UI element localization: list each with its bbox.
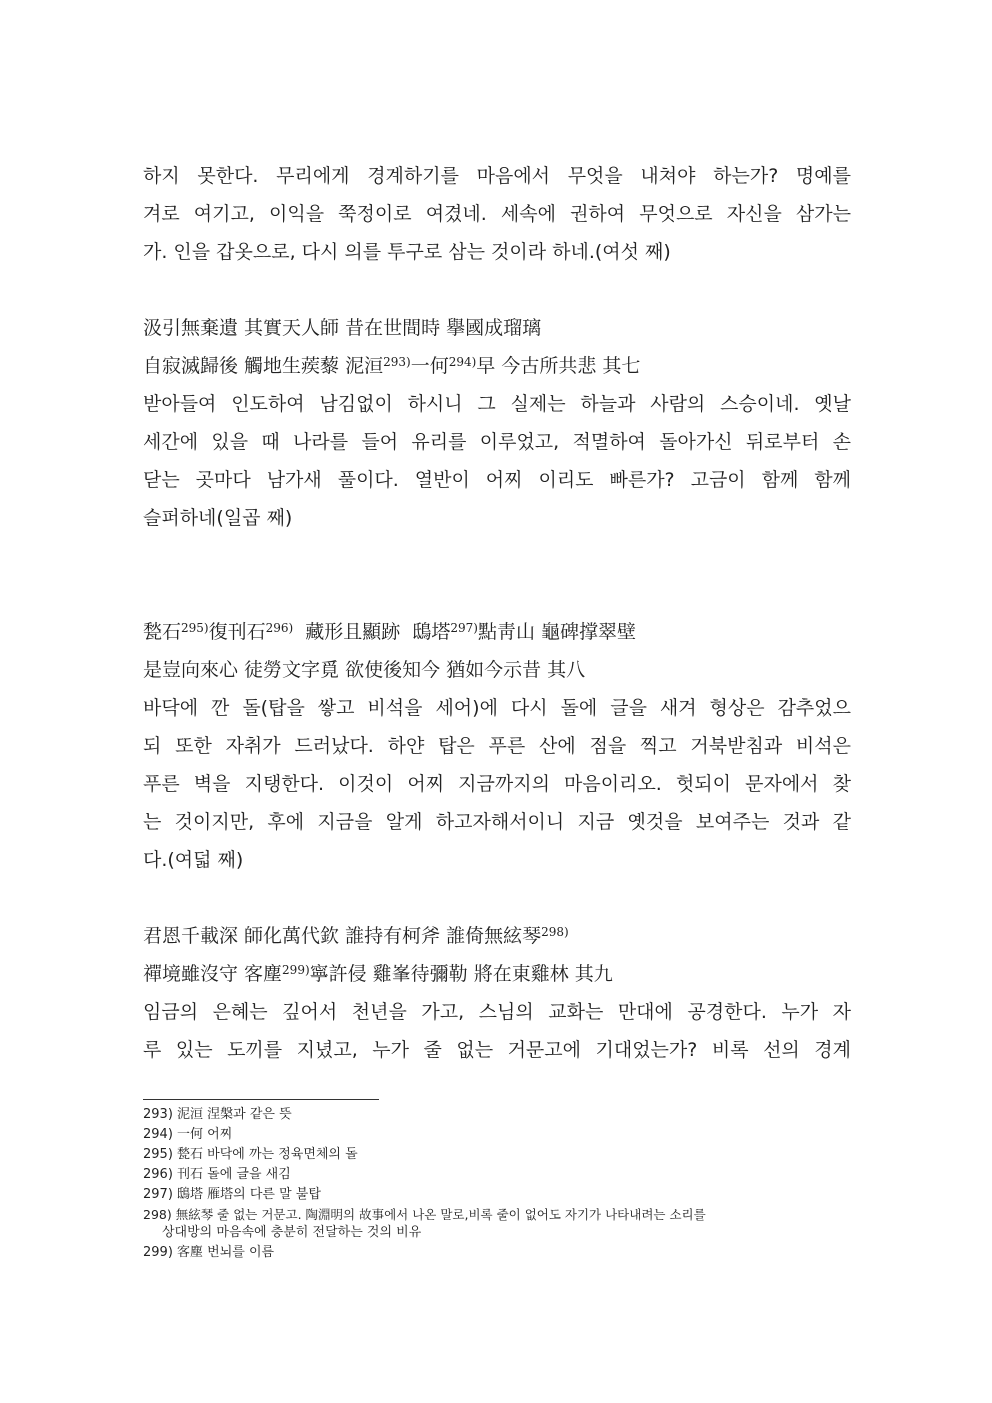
trans8-line-2: 되 또한 자취가 드러났다. 하얀 탑은 푸른 산에 점을 찍고 거북받침과 비석은 xyxy=(143,735,851,757)
verse9-line2-text-b: 寧許侵 雞峯待彌勒 將在東雞林 其九 xyxy=(309,963,613,985)
trans8-line-4: 는 것이지만, 후에 지금을 알게 하고자해서이니 지금 옛것을 보여주는 것과 같 xyxy=(143,811,851,833)
verse7-line2-text-c: 早 今古所共悲 其七 xyxy=(476,355,641,377)
footnote-separator xyxy=(143,1099,379,1100)
footnote-ref-293: 293) xyxy=(383,355,411,369)
footnote-299: 299) 客塵 번뇌를 이름 xyxy=(143,1245,275,1260)
footnote-298-continued: 상대방의 마음속에 충분히 전달하는 것의 비유 xyxy=(162,1225,422,1240)
footnote-ref-294: 294) xyxy=(448,355,477,369)
verse7-line2-text-a: 自寂滅歸後 觸地生蒺藜 泥洹 xyxy=(143,355,384,377)
trans9-line-1: 임금의 은혜는 깊어서 천년을 가고, 스님의 교화는 만대에 공경한다. 누가 자 xyxy=(143,1001,851,1023)
verse8-line-1 xyxy=(143,620,636,644)
trans8-line-5: 다.(여덟 째) xyxy=(143,849,244,871)
verse8-line1-text-d: 點靑山 龜碑撑翠壁 xyxy=(477,621,637,643)
trans9-line-2: 루 있는 도끼를 지녔고, 누가 줄 없는 거문고에 기대었는가? 비록 선의 경계 xyxy=(143,1039,851,1061)
verse7-line-2 xyxy=(143,354,640,378)
verse8-line1-text-c: 藏形且顯跡 鴟塔 xyxy=(293,621,451,643)
trans7-line-1: 받아들여 인도하여 남김없이 하시니 그 실제는 하늘과 사람의 스승이네. 옛날 xyxy=(143,393,851,415)
verse9-line-2 xyxy=(143,962,613,986)
trans6-line-3: 가. 인을 갑옷으로, 다시 의를 투구로 삼는 것이라 하네.(여섯 째) xyxy=(143,241,671,263)
footnote-ref-299: 299) xyxy=(282,963,310,977)
verse9-line1-text-a: 君恩千載深 師化萬代欽 誰持有柯斧 誰倚無絃琴 xyxy=(143,925,542,947)
trans7-line-2: 세간에 있을 때 나라를 들어 유리를 이루었고, 적멸하여 돌아가신 뒤로부터 손 xyxy=(143,431,851,453)
footnote-296: 296) 刊石 돌에 글을 새김 xyxy=(143,1167,291,1182)
trans6-line-2: 겨로 여기고, 이익을 쭉정이로 여겼네. 세속에 권하여 무엇으로 자신을 삼가는 xyxy=(143,203,851,225)
verse8-line1-text-a: 甃石 xyxy=(143,621,182,643)
trans7-line-3: 닫는 곳마다 남가새 풀이다. 열반이 어찌 이리도 빠른가? 고금이 함께 함께 xyxy=(143,469,851,491)
footnote-294: 294) 一何 어찌 xyxy=(143,1127,233,1142)
trans8-line-3: 푸른 벽을 지탱한다. 이것이 어찌 지금까지의 마음이리오. 헛되이 문자에서 찾 xyxy=(143,773,851,795)
footnote-295: 295) 甃石 바닥에 까는 정육면체의 돌 xyxy=(143,1147,358,1162)
footnote-ref-295: 295) xyxy=(181,621,209,635)
footnote-ref-296: 296) xyxy=(265,621,294,635)
trans8-line-1: 바닥에 깐 돌(탑을 쌓고 비석을 세어)에 다시 돌에 글을 새겨 형상은 감추었으 xyxy=(143,697,851,719)
verse8-line1-text-b: 復刊石 xyxy=(208,621,266,643)
trans6-line-1: 하지 못한다. 무리에게 경계하기를 마음에서 무엇을 내쳐야 하는가? 명예를 xyxy=(143,165,851,187)
footnote-297: 297) 鴟塔 雁塔의 다른 말 불탑 xyxy=(143,1187,321,1202)
trans7-line-4: 슬퍼하네(일곱 째) xyxy=(143,507,293,529)
verse9-line-1 xyxy=(143,924,569,948)
footnote-ref-297: 297) xyxy=(450,621,478,635)
verse7-line2-text-b: 一何 xyxy=(410,355,449,377)
footnote-293: 293) 泥洹 涅槃과 같은 뜻 xyxy=(143,1107,292,1122)
verse8-line-2: 是豈向來心 徒勞文字覓 欲使後知今 猶如今示昔 其八 xyxy=(143,659,586,681)
verse7-line-1: 汲引無棄遺 其實天人師 昔在世間時 擧國成瑠璃 xyxy=(143,317,542,339)
verse9-line2-text-a: 禪境雖沒守 客塵 xyxy=(143,963,283,985)
footnote-ref-298: 298) xyxy=(541,925,569,939)
footnote-298: 298) 無絃琴 줄 없는 거문고. 陶淵明의 故事에서 나온 말로,비록 줄이 없어도 자기가 나타내려는 소리를 xyxy=(143,1207,706,1222)
